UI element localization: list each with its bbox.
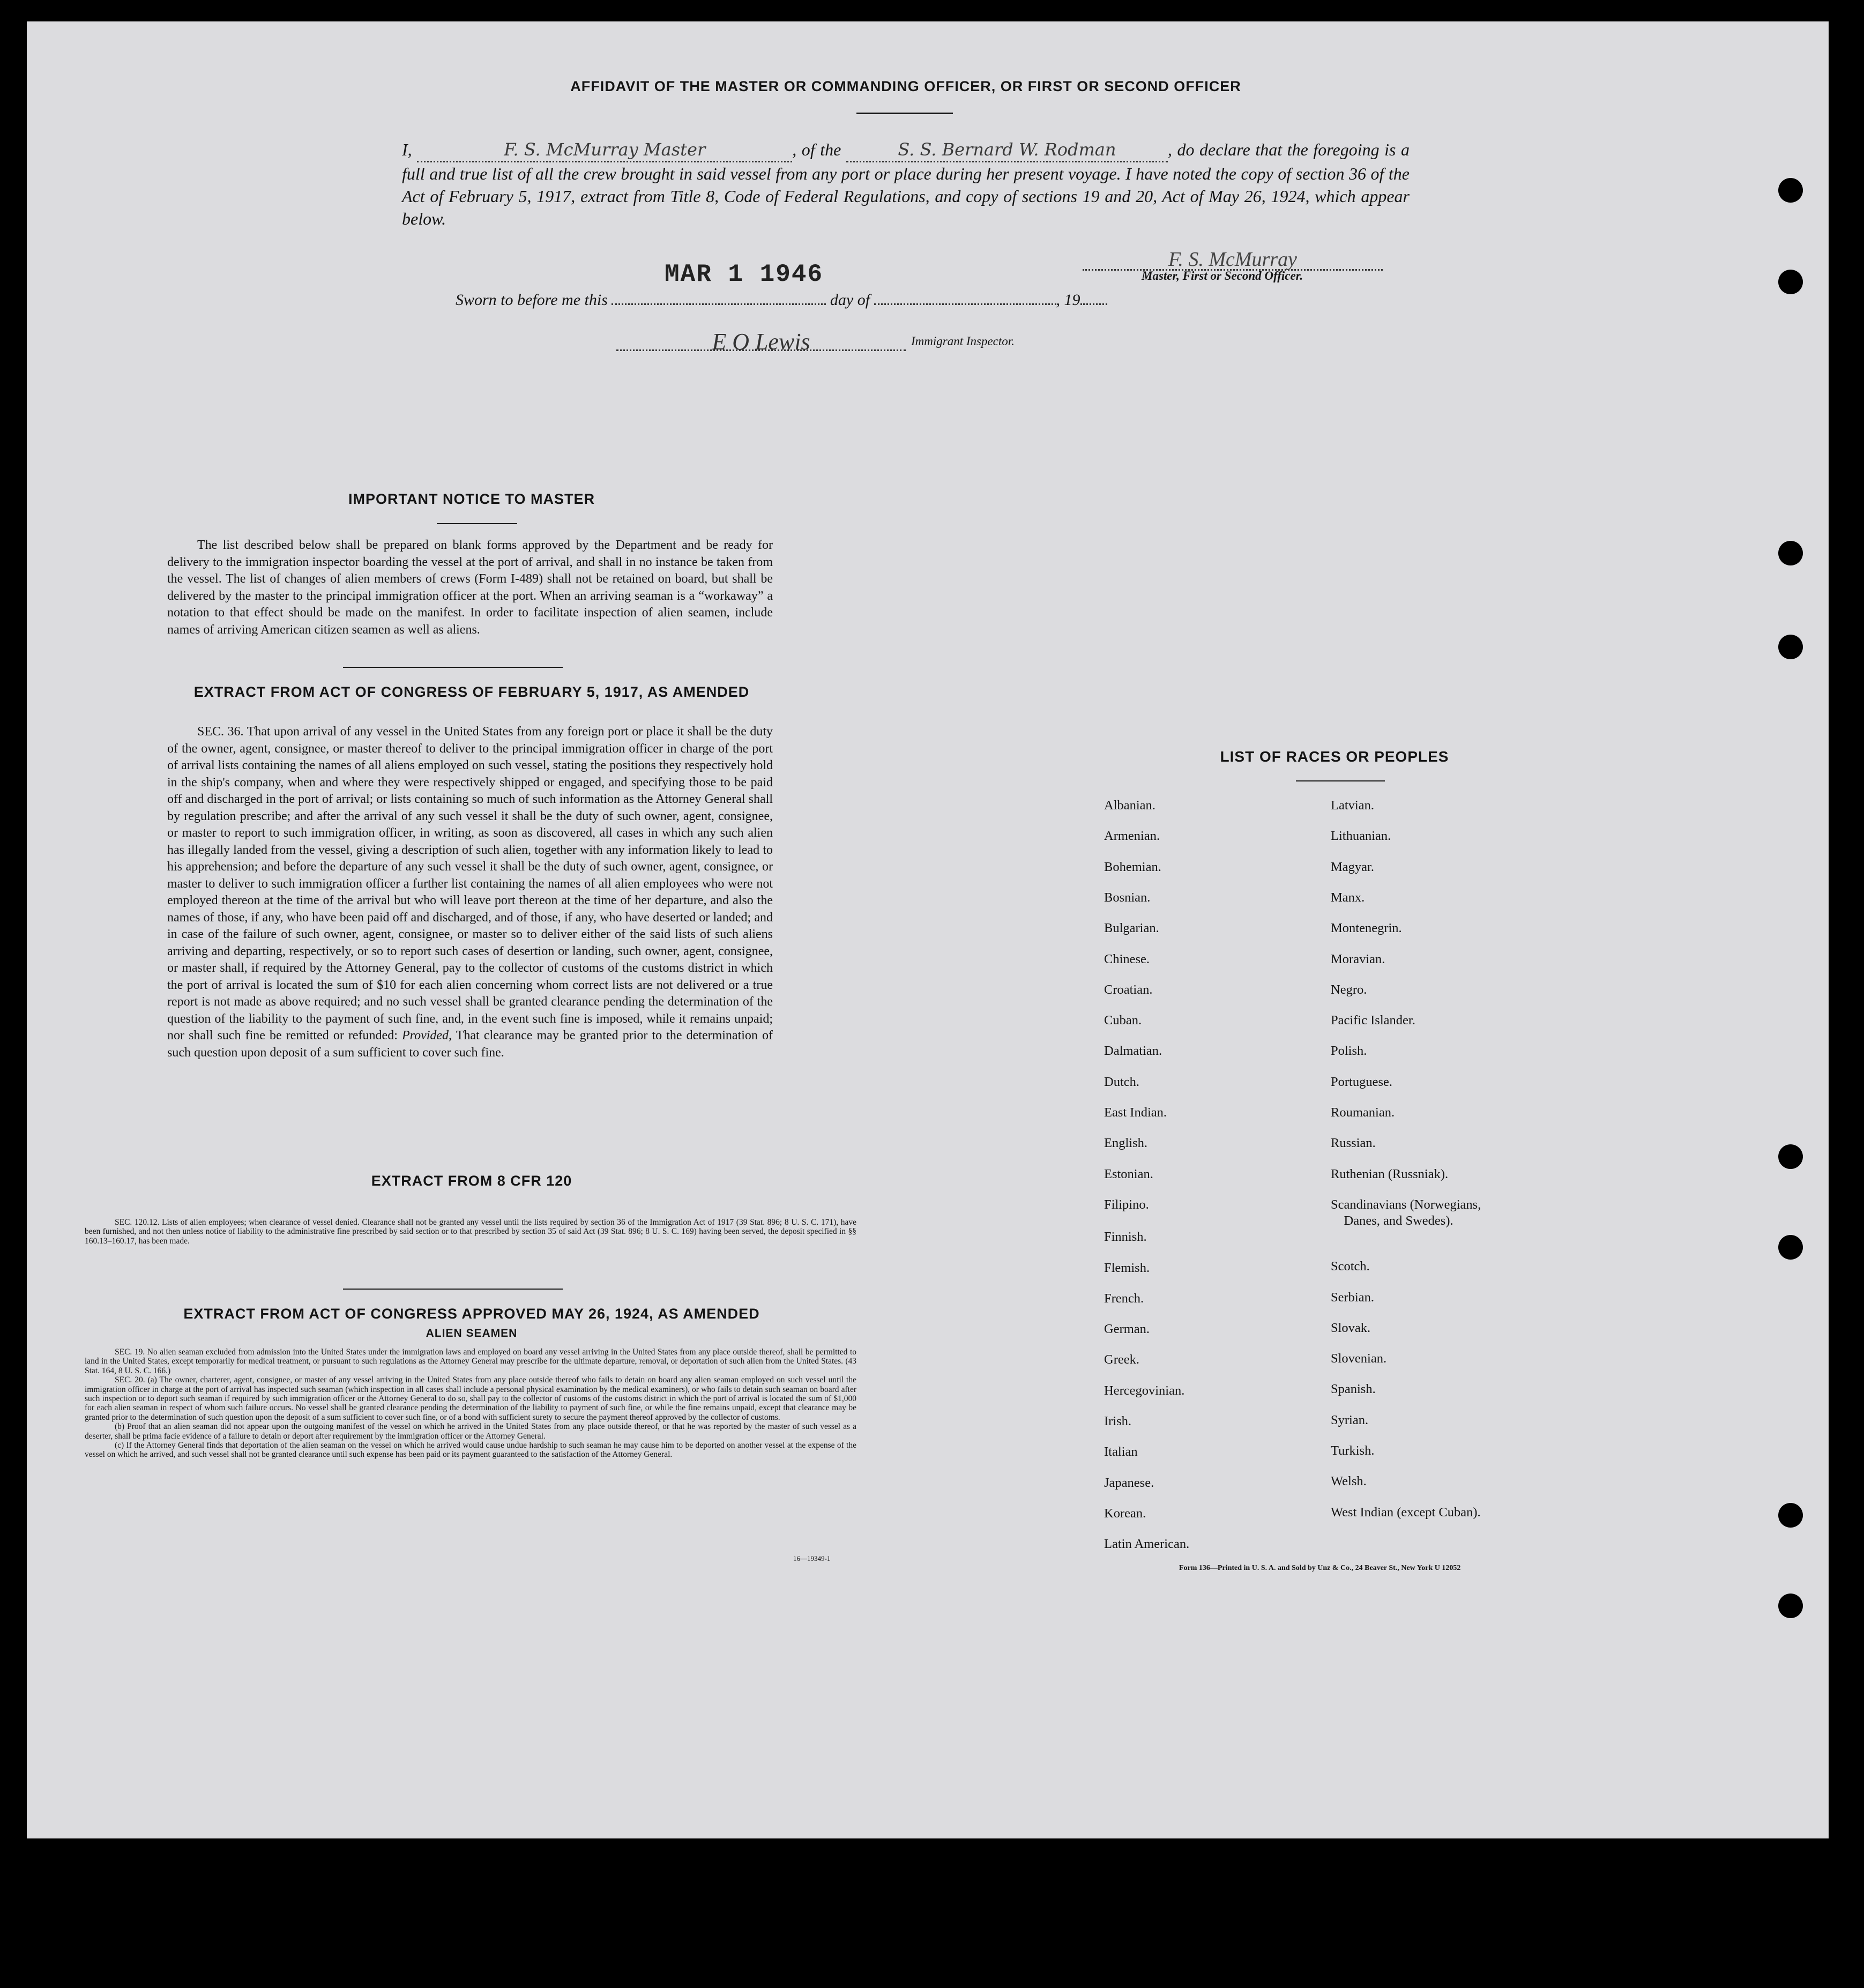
race-item: Japanese. — [1104, 1475, 1154, 1490]
extract-1917-heading: EXTRACT FROM ACT OF CONGRESS OF FEBRUARY 5, 1917, AS AMENDED — [193, 684, 750, 700]
race-item: Bohemian. — [1104, 859, 1161, 874]
race-item: Spanish. — [1331, 1382, 1376, 1397]
declaration-of-the: , of the — [792, 140, 841, 159]
provided-word: Provided, — [401, 1029, 452, 1043]
race-item: Italian — [1104, 1445, 1138, 1460]
race-item: French. — [1104, 1291, 1144, 1306]
punch-hole — [1778, 1235, 1803, 1260]
race-item: Scandinavians (Norwegians, Danes, and Swedes). — [1331, 1197, 1481, 1228]
affidavit-declaration — [402, 138, 1410, 230]
master-name-field: F. S. McMurray Master — [417, 138, 792, 162]
race-item: Scotch. — [1331, 1259, 1370, 1274]
declaration-text: that the foregoing is a full and true list of all the crew brought in said vessel from any port or place during her present voyage. I have noted the copy of section 36 of the Act of February 5, 1917, extract from Title 8, Code of Federal Regulations, and copy of sections 19 and 20, Act of May 26, 1924, which appear below. — [402, 140, 1410, 228]
extract-cfr-text: SEC. 120.12. Lists of alien employees; when clearance of vessel denied. Clearance shall not be granted any vessel until the lists required by section 36 of the Immigration Act of 1917 (39 Stat. 896; 8 U. S. C. 171), have been furnished, and not then unless notice of liability to the administrative fine prescribed by said section or to that prescribed by section 35 of said Act (39 Stat. 896; 8 U. S. C. 169) having been served, the deposit specified in §§ 160.13–160.17, has been made. — [85, 1218, 856, 1246]
master-signature-caption: Master, First or Second Officer. — [1142, 269, 1303, 282]
punch-hole — [1778, 1594, 1803, 1618]
race-item: Moravian. — [1331, 951, 1385, 966]
race-item: Polish. — [1331, 1044, 1367, 1059]
race-item: Slovenian. — [1331, 1351, 1387, 1366]
sec-20a-text: SEC. 20. (a) The owner, charterer, agent, consignee, or master of any vessel arriving in the United States from any place outside thereof who fails to detain on board any alien seaman employed on such vessel until the immigration officer in charge at the port of arrival has inspected such seaman (which inspection in all cases shall include a personal physical examination by the medical examiners), or who fails to detain such seaman on board after such inspection or to deport such seaman if required by such immigration officer or the Attorney General to do so, shall pay to the collector of customs of the customs district in which the port of arrival is located the sum of $1,000 for each alien seaman in respect of whom such failure occurs. No vessel shall be granted clearance pending the determination of the liability to payment of such fine, or while the fine remains unpaid, except that clearance may be granted prior to the determination of such question upon the deposit of a sum sufficient to cover such fine, or of a bond with sufficient surety to secure the payment thereof approved by the collector of customs. — [85, 1375, 856, 1422]
race-item: Bulgarian. — [1104, 921, 1159, 936]
year-prefix: , 19 — [1056, 291, 1080, 309]
punch-hole — [1778, 178, 1803, 203]
sec-20b-text: (b) Proof that an alien seaman did not appear upon the outgoing manifest of the vessel on which he arrived in the United States from any place outside thereof, or that he was reported by the master of such vessel as a deserter, shall be prima facie evidence of a failure to detain or deport after requirement by the immigration officer or the Attorney General. — [85, 1422, 856, 1441]
extract-1924-heading: EXTRACT FROM ACT OF CONGRESS APPROVED MAY 26, 1924, AS AMENDED — [183, 1306, 760, 1322]
race-item: Portuguese. — [1331, 1074, 1392, 1089]
race-item: Bosnian. — [1104, 890, 1151, 905]
title-rule — [856, 113, 953, 114]
sec-19-text: SEC. 19. No alien seaman excluded from admission into the United States under the immigration laws and employed on board any vessel arriving in the United States from any place outside thereof, shall be permitted to land in the United States, except temporarily for medical treatment, or pursuant to such regulations as the Attorney General may prescribe for the ultimate departure, removal, or deportation of such alien from the United States. (43 Stat. 164, 8 U. S. C. 166.) — [85, 1347, 856, 1375]
sworn-line — [456, 289, 1107, 309]
notice-rule — [437, 523, 517, 524]
race-item: Dalmatian. — [1104, 1044, 1162, 1059]
race-item: Albanian. — [1104, 798, 1155, 813]
race-item: Croatian. — [1104, 982, 1153, 997]
races-heading: LIST OF RACES OR PEOPLES — [1220, 748, 1449, 765]
race-item: English. — [1104, 1136, 1147, 1151]
notice-heading: IMPORTANT NOTICE TO MASTER — [348, 491, 595, 507]
extract-cfr-heading: EXTRACT FROM 8 CFR 120 — [371, 1173, 572, 1189]
day-of-label: day of — [830, 291, 870, 309]
sworn-month-field — [874, 289, 1056, 305]
form-imprint: Form 136—Printed in U. S. A. and Sold by Unz & Co., 24 Beaver St., New York U 12052 — [1179, 1564, 1461, 1572]
inspector-caption: Immigrant Inspector. — [911, 334, 1015, 348]
affidavit-title: AFFIDAVIT OF THE MASTER OR COMMANDING OFFICER, OR FIRST OR SECOND OFFICER — [570, 78, 1241, 94]
race-item: Syrian. — [1331, 1412, 1369, 1427]
punch-hole — [1778, 270, 1803, 294]
notice-text: The list described below shall be prepared on blank forms approved by the Department and be ready for delivery to the immigration inspector boarding the vessel at the port of arrival, and shall in no instance be taken from the vessel. The list of changes of alien members of crews (Form I-489) shall not be retained on board, but shall be delivered by the master to the principal immigration officer at the port. When an arriving seaman is a “workaway” a notation to that effect should be made on the manifest. In order to facilitate inspection of alien seamen, include names of arriving American citizen seamen as well as aliens. — [167, 538, 773, 637]
sec-36-body: That upon arrival of any vessel in the United States from any foreign port or place it shall be the duty of the owner, agent, consignee, or master thereof to deliver to the principal immigration officer in charge of the port of arrival lists containing the names of all aliens employed on such vessel, stating the positions they respectively hold in the ship's company, when and where they were respectively shipped or engaged, and specifying those to be paid off and discharged in the port of arrival; or lists containing so much of such information as the Attorney General shall by regulation prescribe; and after the arrival of any such vessel it shall be the duty of such owner, agent, consignee, or master to report to such immigration officer, in writing, as soon as discovered, all cases in which any such alien has illegally landed from the vessel, giving a description of such alien, together with any information likely to lead to his apprehension; and before the departure of any such vessel it shall be the duty of such owner, agent, consignee, or master to deliver to such immigration officer a further list containing the names of all alien employees who were not employed thereon at the time of the arrival but who will leave port thereon at the time of her departure, and also the names of those, if any, who have been paid off and discharged, and of those, if any, who have deserted or landed; and in case of the failure of such owner, agent, consignee, or master so to deliver either of the said lists of such aliens arriving and departing, respectively, or so to report such cases of desertion or landing, such owner, agent, consignee, or master shall, if required by the Attorney General, pay to the collector of customs of the customs district in which the port of arrival is located the sum of $10 for each alien concerning whom correct lists are not delivered or a true report is not made as above required; and no such vessel shall be granted clearance pending the determination of the question of the liability to the payment of such fine, and, in the event such fine is imposed, while it remains unpaid; nor shall such fine be remitted or refunded: — [167, 725, 773, 1043]
race-item: Roumanian. — [1331, 1105, 1395, 1120]
sec-36-tail: That clearance may be granted prior to the determination of such question upon deposit of a sum sufficient to cover such fine. — [167, 1029, 773, 1060]
sworn-year-field — [1080, 289, 1107, 305]
race-item: Montenegrin. — [1331, 921, 1402, 936]
race-item: West Indian (except Cuban). — [1331, 1505, 1481, 1520]
race-item: Slovak. — [1331, 1320, 1371, 1335]
extract-1924-text — [85, 1347, 856, 1460]
vessel-name-field: S. S. Bernard W. Rodman — [846, 138, 1168, 162]
race-item: Ruthenian (Russniak). — [1331, 1166, 1449, 1181]
race-item: Serbian. — [1331, 1290, 1374, 1305]
race-item: Magyar. — [1331, 859, 1374, 874]
race-item: Welsh. — [1331, 1474, 1367, 1489]
race-item: Korean. — [1104, 1506, 1146, 1521]
declaration-i: I, — [402, 140, 412, 159]
race-item: Hercegovinian. — [1104, 1383, 1185, 1398]
race-item: East Indian. — [1104, 1105, 1167, 1120]
punch-hole — [1778, 1144, 1803, 1169]
race-item: Manx. — [1331, 890, 1365, 905]
punch-hole — [1778, 1503, 1803, 1528]
race-item: Chinese. — [1104, 951, 1150, 966]
declaration-do-declare: , do declare — [1167, 140, 1250, 159]
race-item: Lithuanian. — [1331, 829, 1391, 844]
race-item: Estonian. — [1104, 1166, 1153, 1181]
race-item: Latin American. — [1104, 1537, 1190, 1552]
race-item: Pacific Islander. — [1331, 1013, 1415, 1028]
punch-hole — [1778, 635, 1803, 659]
master-signature: F. S. McMurray — [1083, 248, 1383, 271]
race-item: Dutch. — [1104, 1074, 1139, 1089]
race-item: Flemish. — [1104, 1260, 1150, 1275]
race-item: Filipino. — [1104, 1197, 1149, 1212]
race-item: Greek. — [1104, 1352, 1139, 1367]
sec-36-label: SEC. 36. — [197, 725, 244, 739]
sworn-day-field — [612, 289, 826, 305]
extract-1917-text — [167, 724, 773, 1061]
punch-hole — [1778, 541, 1803, 565]
sec-20c-text: (c) If the Attorney General finds that deportation of the alien seaman on the vessel on which he arrived would cause undue hardship to such seaman he may cause him to be deported on another vessel at the expense of the vessel on which he arrived, and such vessel shall not be granted clearance until such expense has been paid or its payment guaranteed to the satisfaction of the Attorney General. — [85, 1441, 856, 1460]
races-rule — [1296, 780, 1385, 781]
notice-divider — [343, 667, 563, 668]
race-item: Finnish. — [1104, 1230, 1147, 1245]
race-item: Cuban. — [1104, 1013, 1142, 1028]
race-item: Negro. — [1331, 982, 1367, 997]
race-item: Irish. — [1104, 1414, 1132, 1428]
alien-seamen-subheading: ALIEN SEAMEN — [426, 1327, 518, 1339]
race-item: Latvian. — [1331, 798, 1374, 813]
race-item: Turkish. — [1331, 1443, 1375, 1458]
sworn-label: Sworn to before me this — [456, 291, 608, 309]
inspector-signature: E O Lewis — [616, 328, 906, 351]
race-item: Armenian. — [1104, 829, 1160, 844]
cfr-divider — [343, 1289, 563, 1290]
print-code: 16—19349-1 — [793, 1554, 831, 1562]
race-item: German. — [1104, 1322, 1150, 1337]
race-item: Russian. — [1331, 1136, 1376, 1151]
date-stamp: MAR 1 1946 — [665, 260, 824, 288]
